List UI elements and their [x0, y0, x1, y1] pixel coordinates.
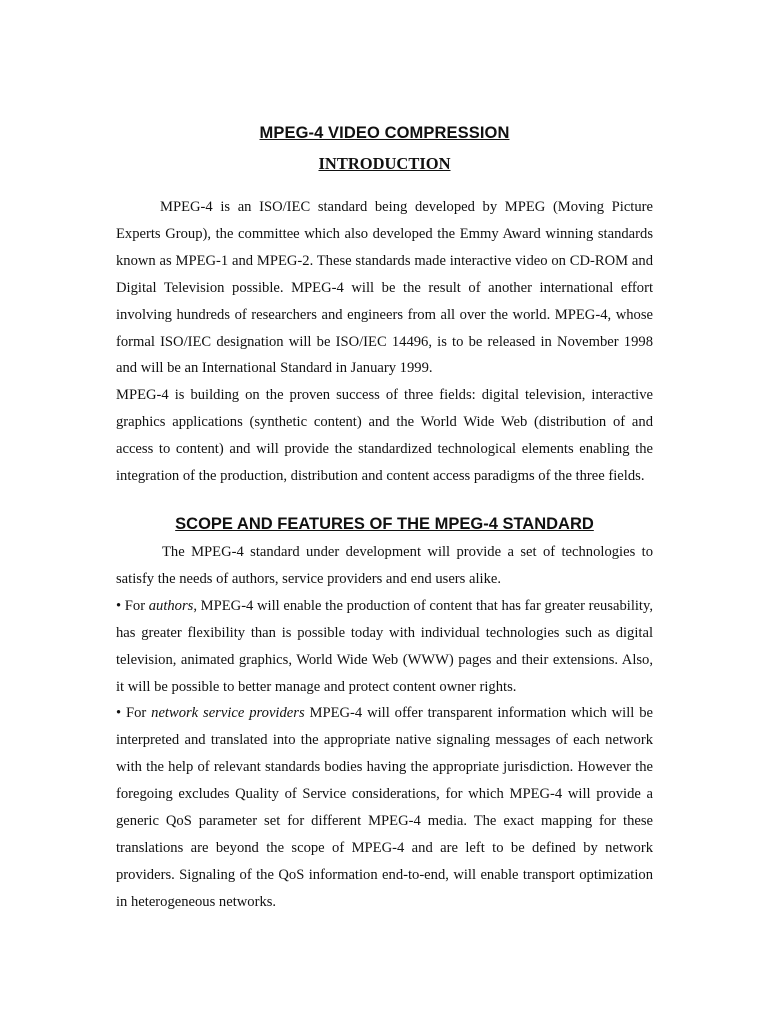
- bullet-network-providers: [116, 700, 653, 915]
- bullet-authors: [116, 593, 653, 701]
- intro-paragraph-2: MPEG-4 is building on the proven success of three fields: digital television, interactive graphics applications (synthetic content) and the World Wide Web (distribution of and access to content) and will provide the standardized technological elements enabling the integration of the production, distribution and content access paradigms of the three fields.: [116, 387, 653, 485]
- introduction-heading: INTRODUCTION: [318, 154, 451, 173]
- intro-paragraph-1: MPEG-4 is an ISO/IEC standard being developed by MPEG (Moving Picture Experts Group), the committee which also developed the Emmy Award winning standards known as MPEG-1 and MPEG-2. These standards made interactive video on CD-ROM and Digital Television possible. MPEG-4 will be the result of another international effort involving hundreds of researchers and engineers from all over the world. MPEG-4, whose formal ISO/IEC designation will be ISO/IEC 14496, is to be released in November 1998 and will be an International Standard in January 1999.: [116, 199, 653, 377]
- scope-section-heading: SCOPE AND FEATURES OF THE MPEG-4 STANDARD: [175, 514, 594, 533]
- bullet-authors-emphasis: authors: [148, 597, 194, 614]
- scope-paragraph: The MPEG-4 standard under development will provide a set of technologies to satisfy the needs of authors, service providers and end users alike.: [116, 543, 653, 587]
- bullet-authors-text: , MPEG-4 will enable the production of content that has far greater reusability, has greater flexibility than is possible today with individual technologies such as digital television, animated graphics, World Wide Web (WWW) pages and their extensions. Also, it will be possible to better manage and protect content owner rights.: [116, 597, 653, 695]
- introduction-section: [116, 194, 653, 490]
- bullet-network-prefix: • For: [116, 705, 152, 722]
- bullet-authors-prefix: • For: [116, 597, 149, 614]
- bullet-network-emphasis: network service providers: [151, 705, 305, 722]
- bullet-network-text: MPEG-4 will offer transparent information which will be interpreted and translated into the appropriate native signaling messages of each network with the help of relevant standards bodies having the appropriate jurisdiction. However the foregoing excludes Quality of Service considerations, for which MPEG-4 will provide a generic QoS parameter set for different MPEG-4 media. The exact mapping for these translations are beyond the scope of MPEG-4 and are left to be defined by network providers. Signaling of the QoS information end-to-end, will enable transport optimization in heterogeneous networks.: [116, 705, 653, 910]
- document-title: MPEG-4 VIDEO COMPRESSION: [259, 124, 510, 142]
- document-body: [116, 118, 653, 916]
- scope-section: [116, 539, 653, 916]
